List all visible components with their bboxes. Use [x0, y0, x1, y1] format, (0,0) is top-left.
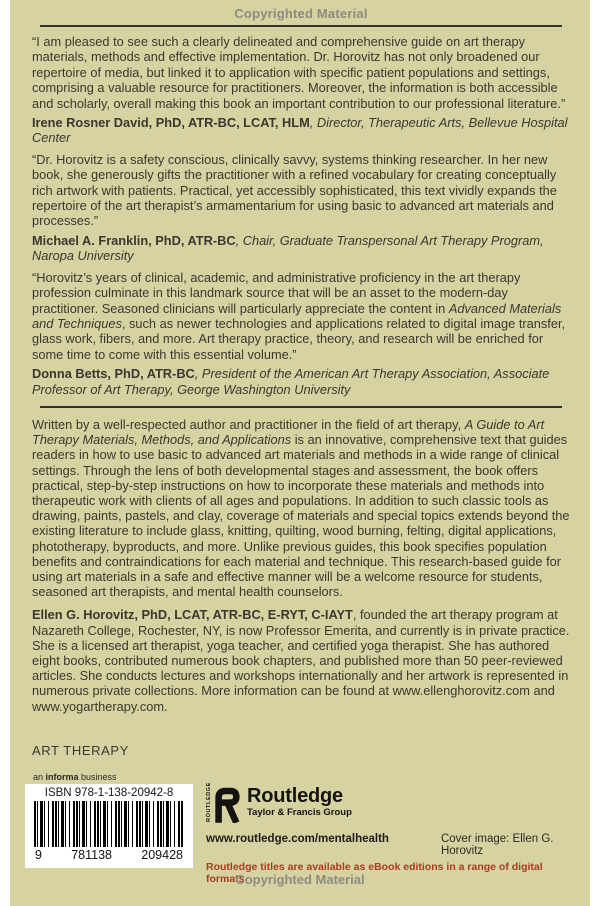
routledge-colophon-icon	[213, 787, 241, 823]
review-quote-1: “I am pleased to see such a clearly delineated and comprehensive guide on art therapy materials, methods and effective implementation. Dr. Horovitz has not only broadened our repertoire of media, but linked it to application with specific patient populations and settings, comprising a valuable resource for practitioners. Moreover, the information is both accessible and scholarly, overall making this book an important contribution to our professional literature.”	[32, 34, 566, 111]
back-cover	[10, 0, 590, 906]
ebook-availability-note: Routledge titles are available as eBook editions in a range of digital formats	[206, 861, 543, 885]
routledge-vertical-text: ROUTLEDGE	[206, 782, 212, 822]
copyrighted-material-bottom: Copyrighted Material	[235, 872, 365, 887]
taylor-francis-tagline: Taylor & Francis Group	[247, 807, 352, 818]
category-label: ART THERAPY	[32, 743, 129, 758]
barcode-digit-group2: 209428	[141, 848, 183, 862]
publisher-url: www.routledge.com/mentalhealth	[206, 833, 389, 845]
routledge-logo	[206, 782, 590, 823]
publisher-block	[206, 782, 590, 857]
cover-image-credit: Cover image: Ellen G. Horovitz	[440, 833, 554, 857]
barcode	[34, 801, 184, 847]
routledge-name-block	[247, 786, 352, 818]
review-quote-3: “Horovitz’s years of clinical, academic, and administrative proficiency in the art therapy profession culminate in this landmark source that will be an asset to the modern-day practitioner. Seasoned clinicians will particularly appreciate the content in Advanced Materials and Techniques, such as newer technologies and applications related to digital image transfer, glass work, fibers, and more. Art therapy practice, theory, and research will be enriched for some time to come with this essential volume.”	[32, 269, 566, 362]
cover-text-column	[10, 0, 590, 714]
barcode-digits	[31, 848, 187, 862]
copyrighted-material-top: Copyrighted Material	[234, 6, 368, 21]
barcode-digit-lead: 9	[35, 848, 42, 862]
routledge-wordmark: Routledge	[247, 785, 343, 807]
informa-business-line: an informa business	[33, 772, 117, 782]
top-divider-line	[40, 25, 562, 27]
book-description: Written by a well-respected author and practitioner in the field of art therapy, A Guide to Art Therapy Materials, Methods, and Applications is an innovative, comprehensive text that guides readers in how to use basic to advanced art materials and methods in a wide range of clinical settings. Through the lens of both developmental stages and assessment, the book offers practical, step-by-step instructions on how to incorporate these materials and methods into therapeutic work with clients of all ages and populations. In addition to such classic tools as drawing, paints, pastels, and clay, coverage of materials and special topics extends beyond the existing literature to include glass, knitting, quilting, wood burning, felting, digital applications, phototherapy, byproducts, and more. Unlike previous guides, this book specifies population benefits and contraindications for each material and technique. This research-based guide for using art materials in a safe and effective manner will be a welcome resource for students, seasoned art therapists, and mental health counselors.	[32, 416, 570, 600]
author-bio: Ellen G. Horovitz, PhD, LCAT, ATR-BC, E-RYT, C-IAYT, founded the art therapy program at Nazareth College, Rochester, NY, is now Professor Emerita, and currently is in private practice. She is a licensed art therapist, yoga teacher, and certified yoga therapist. She has authored eight books, contributed numerous book chapters, and published more than 50 peer-reviewed articles. She conducts lectures and workshops internationally and her artwork is represented in numerous private collections. More information can be found at www.ellenghorovitz.com and www.yogartherapy.com.	[32, 607, 570, 714]
barcode-digit-group1: 781138	[71, 848, 113, 862]
review-attribution-2: Michael A. Franklin, PhD, ATR-BC, Chair, Graduate Transpersonal Art Therapy Program, Naropa University	[32, 232, 544, 264]
review-attribution-1: Irene Rosner David, PhD, ATR-BC, LCAT, HLM, Director, Therapeutic Arts, Bellevue Hospital Center	[32, 115, 568, 146]
review-quote-2: “Dr. Horovitz is a safety conscious, clinically savvy, systems thinking researcher. In her new book, she generously gifts the practitioner with a refined vocabulary for creating conceptually rich artwork with patients. Practical, yet accessibly sophisticated, this text vividly expands the repertoire of the art therapist’s armamentarium for using basic to advanced art materials and processes.”	[32, 151, 557, 229]
middle-divider-line	[40, 406, 562, 408]
isbn-number: ISBN 978-1-138-20942-8	[44, 787, 174, 799]
isbn-barcode-block	[25, 784, 193, 868]
review-attribution-3: Donna Betts, PhD, ATR-BC, President of the American Art Therapy Association, Associate Professor of Art Therapy, George Washington University	[32, 366, 550, 397]
website-row	[206, 833, 590, 857]
